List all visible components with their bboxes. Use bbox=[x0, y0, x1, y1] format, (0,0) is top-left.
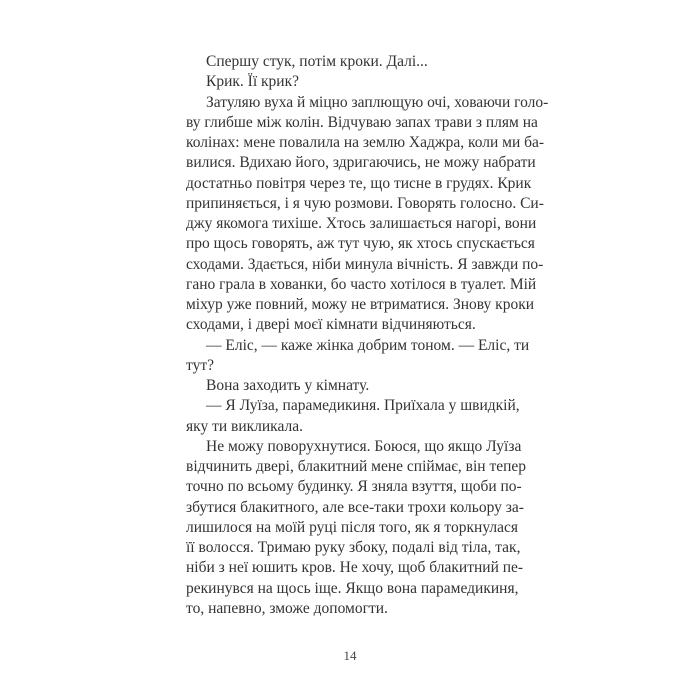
text-line: — Я Луїза, парамедикиня. Приїхала у швидкій, bbox=[206, 397, 520, 415]
text-line: тут? bbox=[186, 356, 214, 374]
paragraph bbox=[186, 376, 517, 396]
text-line: рекинувся на щось іще. Якщо вона парамедикиня, bbox=[186, 579, 519, 597]
text-line: точно по всьому будинку. Я зняла взуття, щоби по- bbox=[186, 478, 522, 496]
text-line: Спершу стук, потім кроки. Далі... bbox=[206, 53, 428, 70]
text-line: Крик. Її крик? bbox=[206, 73, 299, 91]
paragraph bbox=[186, 437, 527, 619]
text-line: сходами. Здається, ніби минула вічність. Я завжди по- bbox=[186, 255, 544, 273]
text-line: її волосся. Тримаю руку збоку, подалі від тіла, так, bbox=[186, 539, 521, 556]
page-body-text bbox=[186, 52, 549, 619]
text-line: ніби з неї юшить кров. Не хочу, щоб блакитний пе- bbox=[186, 559, 524, 577]
text-line: вилися. Вдихаю його, здригаючись, не можу набрати bbox=[186, 154, 536, 172]
text-line: достатньо повітря через те, що тисне в грудях. Крик bbox=[186, 174, 532, 192]
text-line: колінах: мене повалила на землю Хаджра, коли ми ба- bbox=[186, 134, 545, 151]
text-line: джу якомога тихіше. Хтось залишається нагорі, вони bbox=[186, 215, 537, 232]
text-line: Не можу поворухнутися. Боюся, що якщо Луїза bbox=[206, 437, 522, 455]
text-line: лишилося на моїй руці після того, як я торкнулася bbox=[186, 518, 519, 536]
text-line: збутися блакитного, але все-таки трохи кольору за- bbox=[186, 498, 524, 516]
text-line: — Еліс, — каже жінка добрим тоном. — Еліс, ти bbox=[206, 336, 530, 354]
text-line: гано грала в хованки, бо часто хотілося в туалет. Мій bbox=[186, 275, 537, 293]
paragraph bbox=[186, 52, 517, 72]
text-line: ву глибше між колін. Відчуваю запах трави з плям на bbox=[186, 113, 538, 131]
page-number: 14 bbox=[343, 648, 357, 663]
text-line: про щось говорять, аж тут чую, як хтось спускається bbox=[186, 235, 535, 253]
text-line: міхур уже повний, можу не втриматися. Знову кроки bbox=[186, 296, 535, 313]
paragraph bbox=[186, 72, 517, 92]
text-line: відчинить двері, блакитний мене спіймає, він тепер bbox=[186, 458, 527, 475]
text-line: яку ти викликала. bbox=[186, 417, 303, 435]
text-line: то, напевно, зможе допомогти. bbox=[186, 599, 388, 617]
text-line: Вона заходить у кімнату. bbox=[206, 377, 370, 394]
text-line: припиняється, і я чую розмови. Говорять голосно. Си- bbox=[186, 194, 544, 212]
paragraph bbox=[186, 93, 549, 336]
paragraph bbox=[186, 336, 530, 377]
text-line: сходами, і двері моєї кімнати відчиняються. bbox=[186, 316, 476, 334]
text-line: Затуляю вуха й міцно заплющую очі, ховаючи голо- bbox=[206, 93, 549, 111]
paragraph bbox=[186, 396, 520, 437]
